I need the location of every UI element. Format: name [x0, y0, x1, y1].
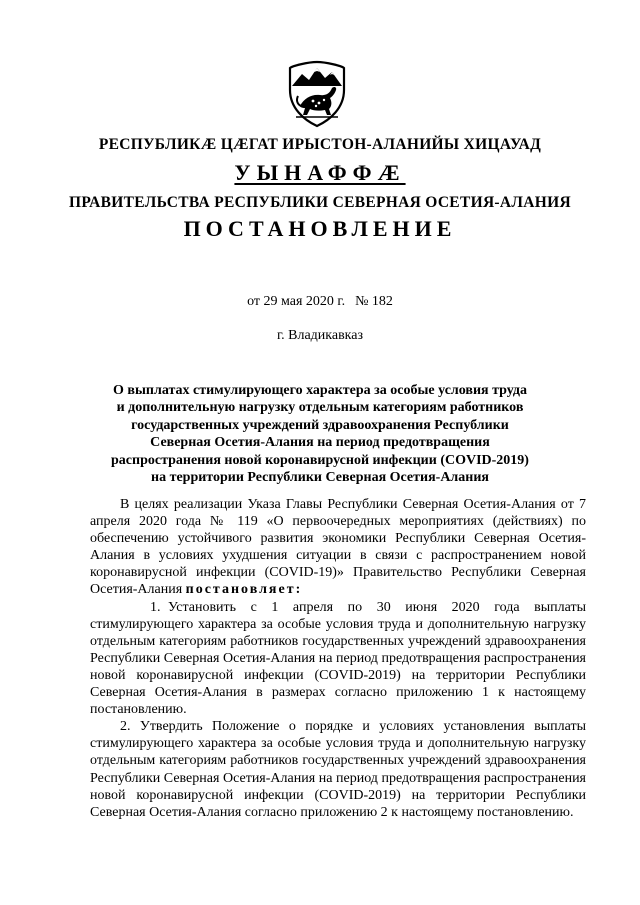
ossetian-document-type-text: УЫНАФФӔ	[234, 160, 406, 185]
item-1-number: 1.	[150, 599, 161, 615]
document-body	[90, 496, 586, 821]
russian-document-type: ПОСТАНОВЛЕНИЕ	[183, 216, 457, 241]
date-line	[0, 294, 640, 310]
ossetian-document-type	[0, 160, 640, 186]
document-title: О выплатах стимулирующего характера за особые условия труда и дополнительную нагрузку отдельным категориям работников государственных учреждений здравоохранения Республики Северная Осетия-Алания на период предотвращения распространения новой коронавирусной инфекции (COVID-2019) на территории Республики Северная Осетия-Алания	[111, 383, 529, 486]
document-number: № 182	[355, 294, 393, 309]
document-date: от 29 мая 2020 г.	[247, 294, 346, 309]
ossetian-government-heading: РЕСПУБЛИКӔ ЦӔГАТ ИРЫСТОН-АЛАНИЙЫ ХИЦАУАД	[98, 136, 542, 153]
item-1-text: Установить с 1 апреля по 30 июня 2020 года выплаты стимулирующего характера за особые условия труда и дополнительную нагрузку отдельным категориям работников государственных учреждений здравоохранения Республики Северная Осетия-Алания на период предотвращения распространения новой коронавирусной инфекции (COVID-2019) на территории Республики Северная Осетия-Алания в размерах согласно приложению 1 к настоящему постановлению.	[90, 599, 586, 718]
coat-of-arms-icon	[286, 60, 348, 128]
preamble-text: В целях реализации Указа Главы Республики Северная Осетия-Алания от 7 апреля 2020 года № 119 «О первоочередных мероприятиях (действиях) по обеспечению устойчивого развития экономики Республики Северная Осетия-Алания в условиях ухудшения ситуации в связи с распространением новой коронавирусной инфекции (COVID-19)» Правительство Республики Северная Осетия-Алания	[90, 497, 586, 598]
city-line: г. Владикавказ	[276, 328, 364, 343]
russian-government-heading: ПРАВИТЕЛЬСТВА РЕСПУБЛИКИ СЕВЕРНАЯ ОСЕТИЯ-АЛАНИЯ	[69, 194, 571, 211]
item-1-paragraph	[90, 599, 586, 719]
decree-word: постановляет:	[185, 582, 303, 598]
item-2-paragraph: 2. Утвердить Положение о порядке и условиях установления выплаты стимулирующего характера за особые условия труда и дополнительную нагрузку отдельным категориям работников государственных учреждений здравоохранения Республики Северная Осетия-Алания на период предотвращения распространения новой коронавирусной инфекции (COVID-2019) на территории Республики Северная Осетия-Алания согласно приложению 2 к настоящему постановлению.	[90, 719, 586, 820]
preamble-paragraph	[90, 496, 586, 599]
